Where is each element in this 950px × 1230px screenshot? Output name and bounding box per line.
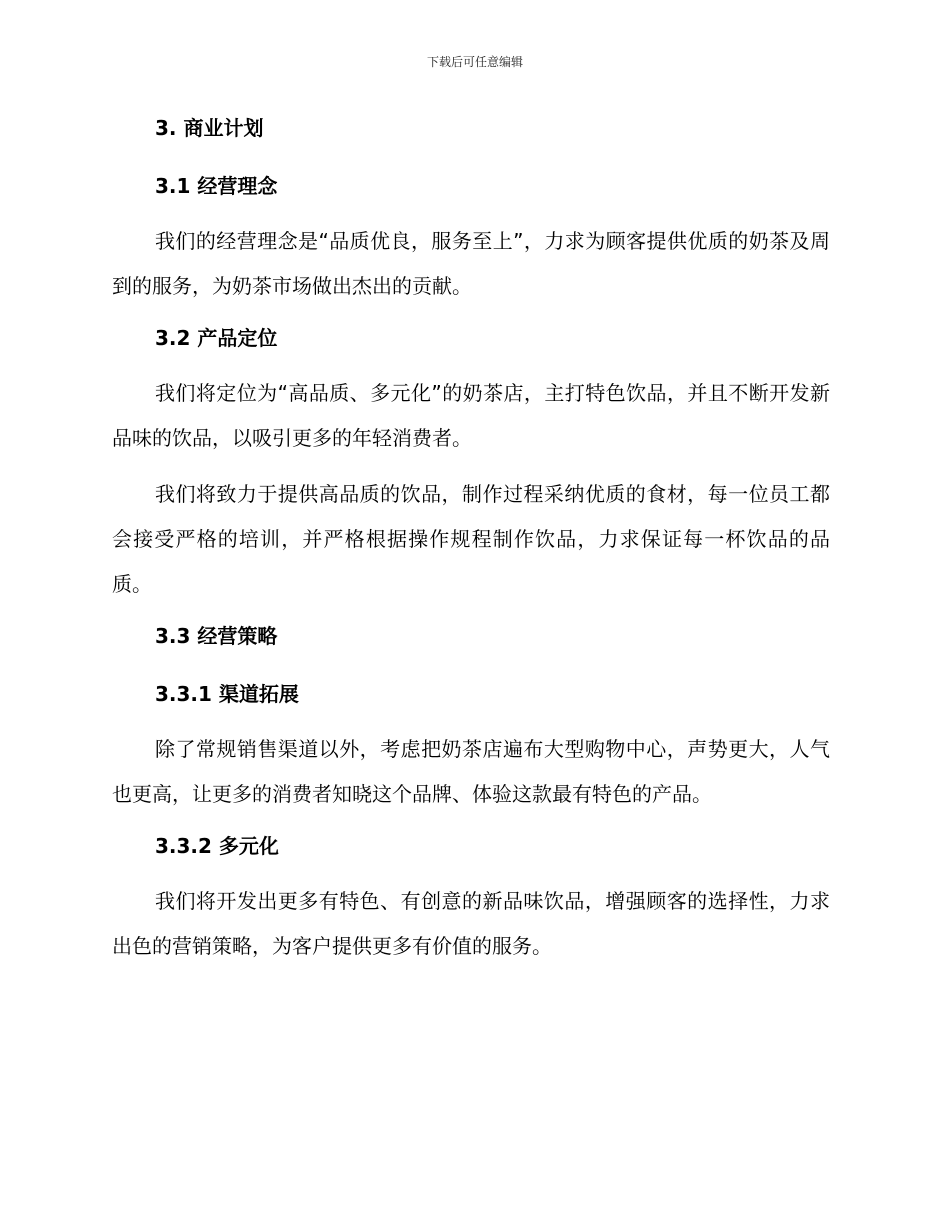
heading-diversification: 3.3.2 多元化	[155, 834, 279, 858]
paragraph-diversification: 我们将开发出更多有特色、有创意的新品味饮品，增强顾客的选择性，力求出色的营销策略，为客户提供更多有价值的服务。	[112, 889, 830, 958]
heading-business-plan: 3. 商业计划	[155, 116, 264, 140]
heading-business-strategy: 3.3 经营策略	[155, 624, 278, 648]
paragraph-channel-expansion: 除了常规销售渠道以外，考虑把奶茶店遍布大型购物中心，声势更大，人气也更高，让更多的消费者知晓这个品牌、体验这款最有特色的产品。	[112, 737, 830, 806]
page-header: 下载后可任意编辑	[426, 55, 523, 69]
heading-product-positioning: 3.2 产品定位	[155, 326, 278, 350]
document-body	[112, 110, 830, 969]
heading-channel-expansion: 3.3.1 渠道拓展	[155, 682, 299, 706]
paragraph-product-quality: 我们将致力于提供高品质的饮品，制作过程采纳优质的食材，每一位员工都会接受严格的培训，并严格根据操作规程制作饮品，力求保证每一杯饮品的品质。	[112, 482, 830, 596]
heading-business-philosophy: 3.1 经营理念	[155, 174, 278, 198]
paragraph-product-positioning: 我们将定位为“高品质、多元化”的奶茶店，主打特色饮品，并且不断开发新品味的饮品，以吸引更多的年轻消费者。	[112, 381, 830, 450]
paragraph-business-philosophy: 我们的经营理念是“品质优良，服务至上”，力求为顾客提供优质的奶茶及周到的服务，为奶茶市场做出杰出的贡献。	[112, 229, 830, 298]
